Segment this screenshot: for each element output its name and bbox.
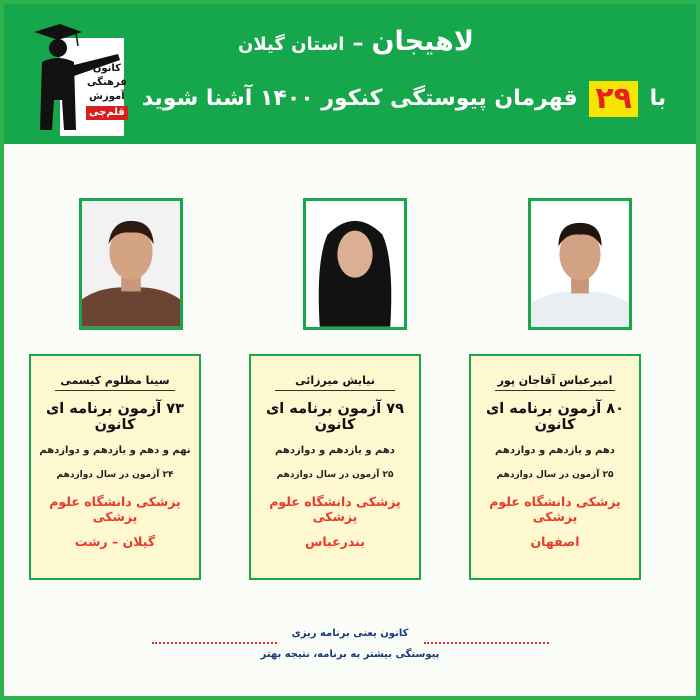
subtitle-suffix: قهرمان پیوستگی کنکور ۱۴۰۰ آشنا شوید bbox=[141, 86, 578, 111]
student-photo bbox=[303, 198, 407, 330]
champion-count-badge: ۲۹ bbox=[589, 81, 638, 117]
student-grades: دهم و یازدهم و دوازدهم bbox=[275, 445, 395, 456]
student-photo bbox=[79, 198, 183, 330]
student-card bbox=[29, 354, 201, 580]
student-card bbox=[249, 354, 421, 580]
student-card bbox=[469, 354, 641, 580]
logo-line: کانون bbox=[92, 63, 121, 74]
student-name: نیایش میرزائی bbox=[295, 374, 375, 387]
subtitle-prefix: با bbox=[649, 86, 667, 111]
logo-line-highlight: قلم‌چی bbox=[86, 106, 128, 120]
student-portrait-icon bbox=[306, 201, 404, 327]
student-major: پزشکی دانشگاه علوم پزشکی bbox=[49, 494, 181, 524]
city-title: لاهیجان bbox=[371, 26, 474, 57]
student-major: پزشکی دانشگاه علوم پزشکی bbox=[269, 494, 401, 524]
student-name: امیرعباس آقاجان پور bbox=[497, 374, 613, 387]
footer-slogan: کانون یعنی برنامه ریزی bbox=[291, 628, 409, 639]
logo-line: فرهنگی bbox=[87, 77, 127, 88]
student-portrait-icon bbox=[82, 201, 180, 327]
student-grade12: ۲۵ آزمون در سال دوازدهم bbox=[496, 470, 614, 480]
logo-text bbox=[86, 62, 128, 120]
name-underline bbox=[495, 390, 615, 391]
footer-dotted-rule bbox=[424, 642, 549, 644]
logo-line: آموزش bbox=[89, 91, 125, 102]
kanoon-logo bbox=[30, 20, 128, 138]
student-tests: ۷۳ آزمون برنامه ای کانون bbox=[46, 401, 184, 433]
student-city: گیلان – رشت bbox=[74, 534, 156, 549]
student-major: پزشکی دانشگاه علوم پزشکی bbox=[489, 494, 621, 524]
student-name: سینا مظلوم کیسمی bbox=[60, 374, 170, 387]
student-tests: ۸۰ آزمون برنامه ای کانون bbox=[486, 401, 624, 433]
student-city: اصفهان bbox=[530, 534, 580, 549]
header-subtitle bbox=[124, 81, 684, 117]
header-title bbox=[176, 26, 536, 57]
name-underline bbox=[55, 390, 175, 391]
footer-dotted-rule bbox=[152, 642, 277, 644]
header-banner bbox=[4, 4, 696, 144]
student-portrait-icon bbox=[531, 201, 629, 327]
student-grades: نهم و دهم و یازدهم و دوازدهم bbox=[39, 445, 191, 456]
student-grade12: ۲۵ آزمون در سال دوازدهم bbox=[276, 470, 394, 480]
student-tests: ۷۹ آزمون برنامه ای کانون bbox=[266, 401, 404, 433]
student-photo bbox=[528, 198, 632, 330]
title-dash: – bbox=[352, 31, 364, 56]
student-grades: دهم و یازدهم و دوازدهم bbox=[495, 445, 615, 456]
province-title: استان گیلان bbox=[238, 34, 345, 55]
footer-tagline: پیوستگی بیشتر به برنامه، نتیجه بهتر bbox=[260, 649, 440, 660]
name-underline bbox=[275, 390, 395, 391]
student-city: بندرعباس bbox=[305, 534, 365, 549]
student-grade12: ۲۴ آزمون در سال دوازدهم bbox=[56, 470, 174, 480]
